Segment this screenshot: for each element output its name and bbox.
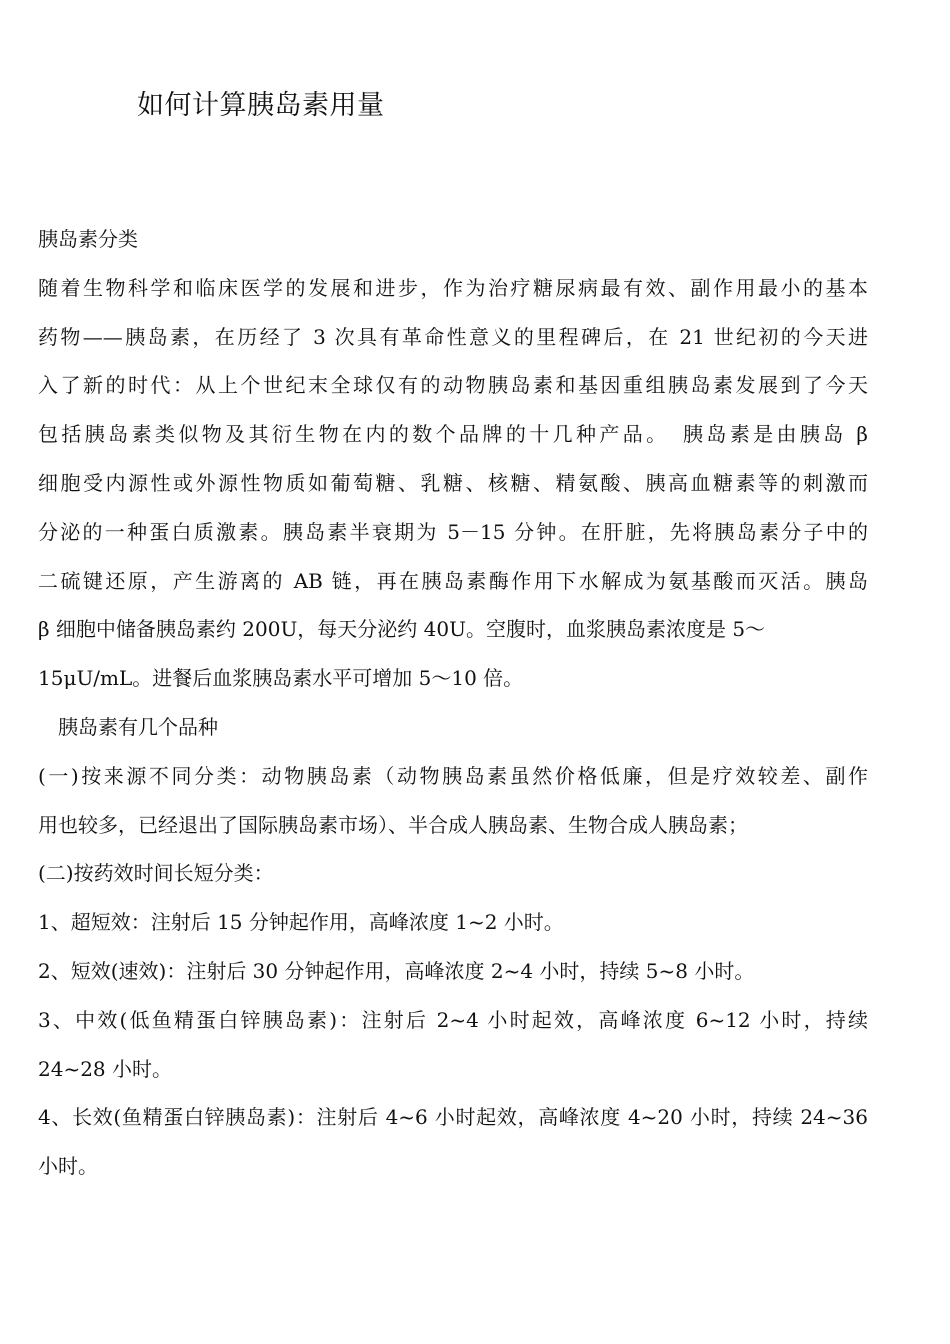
paragraph-line: 随着生物科学和临床医学的发展和进步，作为治疗糖尿病最有效、副作用最小的基本 — [38, 275, 868, 300]
paragraph-line: β 细胞中储备胰岛素约 200U，每天分泌约 40U。空腹时，血浆胰岛素浓度是 5～ — [38, 617, 766, 642]
section-heading-insulin-types: 胰岛素有几个品种 — [58, 714, 218, 739]
document-body — [38, 215, 868, 1191]
paragraph-line: 二硫键还原，产生游离的 AB 链，再在胰岛素酶作用下水解成为氨基酸而灭活。胰岛 — [38, 568, 868, 593]
paragraph-line: (一)按来源不同分类：动物胰岛素（动物胰岛素虽然价格低廉，但是疗效较差、副作 — [38, 763, 868, 788]
list-item: 4、长效(鱼精蛋白锌胰岛素)：注射后 4~6 小时起效，高峰浓度 4~20 小时，持续 24~36 — [38, 1105, 868, 1130]
paragraph-line: 药物——胰岛素，在历经了 3 次具有革命性意义的里程碑后，在 21 世纪初的今天进 — [38, 324, 868, 349]
paragraph-line: 分泌的一种蛋白质激素。胰岛素半衰期为 5－15 分钟。在肝脏，先将胰岛素分子中的 — [38, 519, 868, 544]
paragraph-line: 细胞受内源性或外源性物质如葡萄糖、乳糖、核糖、精氨酸、胰高血糖素等的刺激而 — [38, 470, 868, 495]
list-heading: (二)按药效时间长短分类： — [38, 861, 274, 886]
list-item: 3、中效(低鱼精蛋白锌胰岛素)：注射后 2~4 小时起效，高峰浓度 6~12 小时，持续 — [38, 1007, 868, 1032]
section-heading-insulin-classification: 胰岛素分类 — [38, 227, 138, 251]
list-item: 2、短效(速效)：注射后 30 分钟起作用，高峰浓度 2~4 小时，持续 5~8 小时。 — [38, 958, 755, 983]
paragraph-line: 包括胰岛素类似物及其衍生物在内的数个品牌的十几种产品。 胰岛素是由胰岛 β — [38, 422, 868, 447]
document-title: 如何计算胰岛素用量 — [137, 90, 385, 121]
paragraph-line: 入了新的时代：从上个世纪末全球仅有的动物胰岛素和基因重组胰岛素发展到了今天 — [38, 373, 868, 398]
paragraph-line: 15μU/mL。进餐后血浆胰岛素水平可增加 5～10 倍。 — [38, 666, 524, 691]
list-item: 1、超短效：注射后 15 分钟起作用，高峰浓度 1~2 小时。 — [38, 910, 564, 935]
list-item-continuation: 24~28 小时。 — [38, 1056, 173, 1081]
list-item-continuation: 小时。 — [38, 1154, 98, 1179]
paragraph-line: 用也较多，已经退出了国际胰岛素市场）、半合成人胰岛素、生物合成人胰岛素； — [38, 812, 748, 837]
